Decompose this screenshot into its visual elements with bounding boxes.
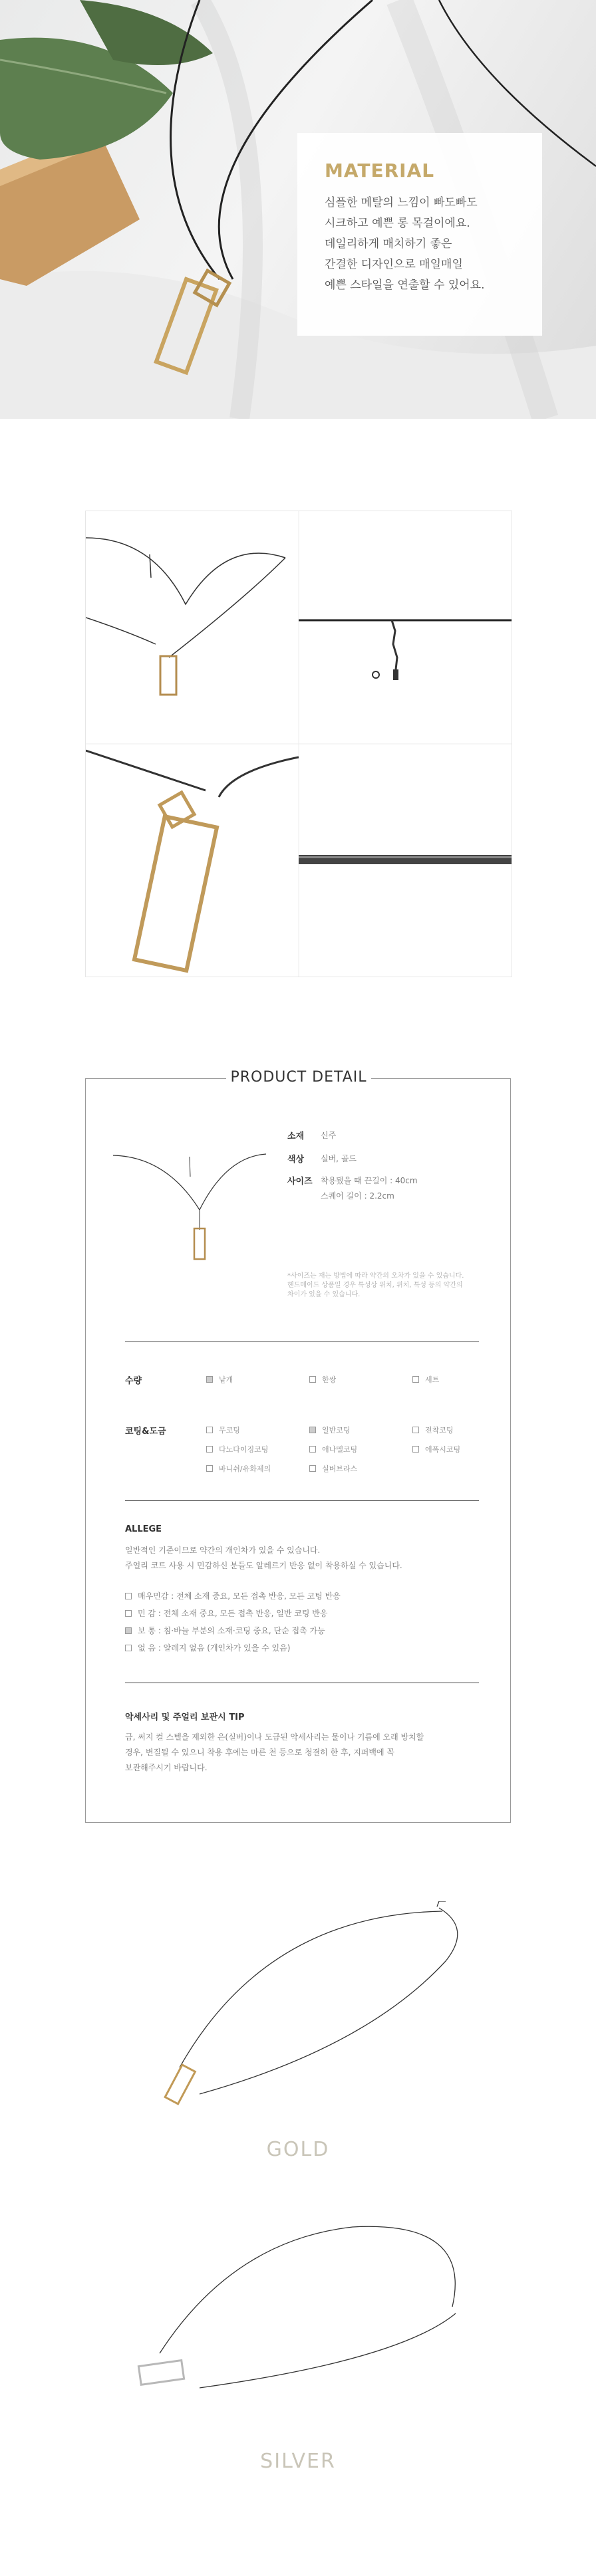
- coating-label: 코팅&도금: [125, 1427, 166, 1437]
- gold-necklace-image: [100, 1901, 499, 2121]
- checkbox-icon: [412, 1376, 419, 1383]
- checkbox-icon: [125, 1610, 132, 1617]
- silver-necklace-image: [100, 2214, 499, 2426]
- spec-label-color: 색상: [287, 1155, 305, 1165]
- checkbox-icon: [309, 1446, 316, 1453]
- tip-line: 금, 써지 컬 스텔을 제외한 은(실버)이나 도금된 악세사리는 물이나 기름에 오래 방치할: [125, 1732, 424, 1742]
- coating-option: 무코팅: [206, 1425, 240, 1435]
- checkbox-icon: [309, 1427, 316, 1433]
- quantity-option: 낱개: [206, 1374, 233, 1385]
- checkbox-icon: [125, 1593, 132, 1599]
- spec-value-size-2: 스퀘어 길이 : 2.2cm: [321, 1191, 394, 1201]
- tip-title: 악세사리 및 주얼리 보관시 TIP: [125, 1712, 245, 1722]
- spec-value-material: 신주: [321, 1131, 337, 1140]
- checkbox-icon: [125, 1627, 132, 1634]
- material-line: 데일리하게 매치하기 좋은: [325, 237, 452, 251]
- material-title: MATERIAL: [325, 160, 435, 181]
- silver-label: SILVER: [260, 2450, 336, 2473]
- checkbox-icon: [206, 1465, 213, 1472]
- coating-option: 다노다이징코팅: [206, 1444, 268, 1455]
- divider: [125, 1500, 479, 1501]
- quantity-option: 한쌍: [309, 1374, 336, 1385]
- spec-value-size: 착용됐을 때 끈길이 : 40cm: [321, 1176, 418, 1185]
- coating-option: 애나멜코팅: [309, 1444, 357, 1455]
- product-detail-title: PRODUCT DETAIL: [226, 1069, 371, 1086]
- gold-label: GOLD: [266, 2138, 330, 2161]
- photo-grid: [85, 511, 512, 977]
- spec-label-size: 사이즈: [287, 1177, 313, 1187]
- spec-label-material: 소재: [287, 1131, 305, 1141]
- chain-closeup-photo: [299, 855, 512, 864]
- photo-grid-images: [86, 511, 512, 977]
- checkbox-icon: [206, 1376, 213, 1383]
- coating-option: 에폭시코팅: [412, 1444, 460, 1455]
- coating-option: 전착코팅: [412, 1425, 454, 1435]
- material-line: 간결한 디자인으로 매일매일: [325, 258, 463, 271]
- allergy-intro: 주얼리 코트 사용 시 민감하신 분들도 알레르기 반응 없이 착용하실 수 있습니다.: [125, 1561, 402, 1570]
- allergy-title: ALLEGE: [125, 1524, 162, 1534]
- allergy-intro: 일반적인 기준이므로 약간의 개인차가 있을 수 있습니다.: [125, 1546, 321, 1555]
- checkbox-icon: [206, 1427, 213, 1433]
- tip-line: 경우, 변질될 수 있으니 착용 후에는 마른 천 등으로 청결히 한 후, 지퍼백에 꼭: [125, 1748, 394, 1757]
- pendant-closeup-photo: [86, 751, 299, 971]
- checkbox-icon: [309, 1465, 316, 1472]
- quantity-label: 수량: [125, 1376, 142, 1386]
- necklace-illustration: [113, 1150, 273, 1276]
- material-line: 심플한 메탈의 느낌이 빠도빠도: [325, 196, 478, 209]
- spec-value-color: 실버, 골드: [321, 1154, 357, 1163]
- allergy-level: 보 통 : 침·바늘 부분의 소재·코팅 중요, 단순 접촉 가능: [125, 1625, 325, 1636]
- clasp-photo: [299, 620, 512, 680]
- checkbox-icon: [125, 1645, 132, 1651]
- allergy-level: 매우민감 : 전체 소재 중요, 모든 접촉 반응, 모든 코팅 반응: [125, 1590, 341, 1601]
- checkbox-icon: [412, 1446, 419, 1453]
- coating-option: 일반코팅: [309, 1425, 351, 1435]
- checkbox-icon: [206, 1446, 213, 1453]
- coating-option: 실버브라스: [309, 1463, 357, 1474]
- coating-option: 바니쉬/유화제의: [206, 1463, 271, 1474]
- size-note: 핸드메이드 상품일 경우 특성상 위치, 위치, 특성 등의 약간의: [287, 1282, 463, 1289]
- size-note: *사이즈는 재는 방법에 따라 약간의 오차가 있을 수 있습니다.: [287, 1272, 464, 1280]
- tip-line: 보관해주시기 바랍니다.: [125, 1763, 208, 1772]
- checkbox-icon: [309, 1376, 316, 1383]
- quantity-option: 세트: [412, 1374, 439, 1385]
- allergy-level: 민 감 : 전체 소재 중요, 모든 접촉 반응, 일반 코팅 반응: [125, 1607, 327, 1619]
- material-line: 시크하고 예쁜 롱 목걸이에요.: [325, 217, 470, 230]
- size-note: 차이가 있을 수 있습니다.: [287, 1291, 361, 1298]
- allergy-level: 없 음 : 알레지 없음 (개인차가 있을 수 있음): [125, 1642, 290, 1653]
- material-line: 예쁜 스타일을 연출할 수 있어요.: [325, 279, 485, 292]
- checkbox-icon: [412, 1427, 419, 1433]
- full-necklace-photo: [86, 538, 285, 695]
